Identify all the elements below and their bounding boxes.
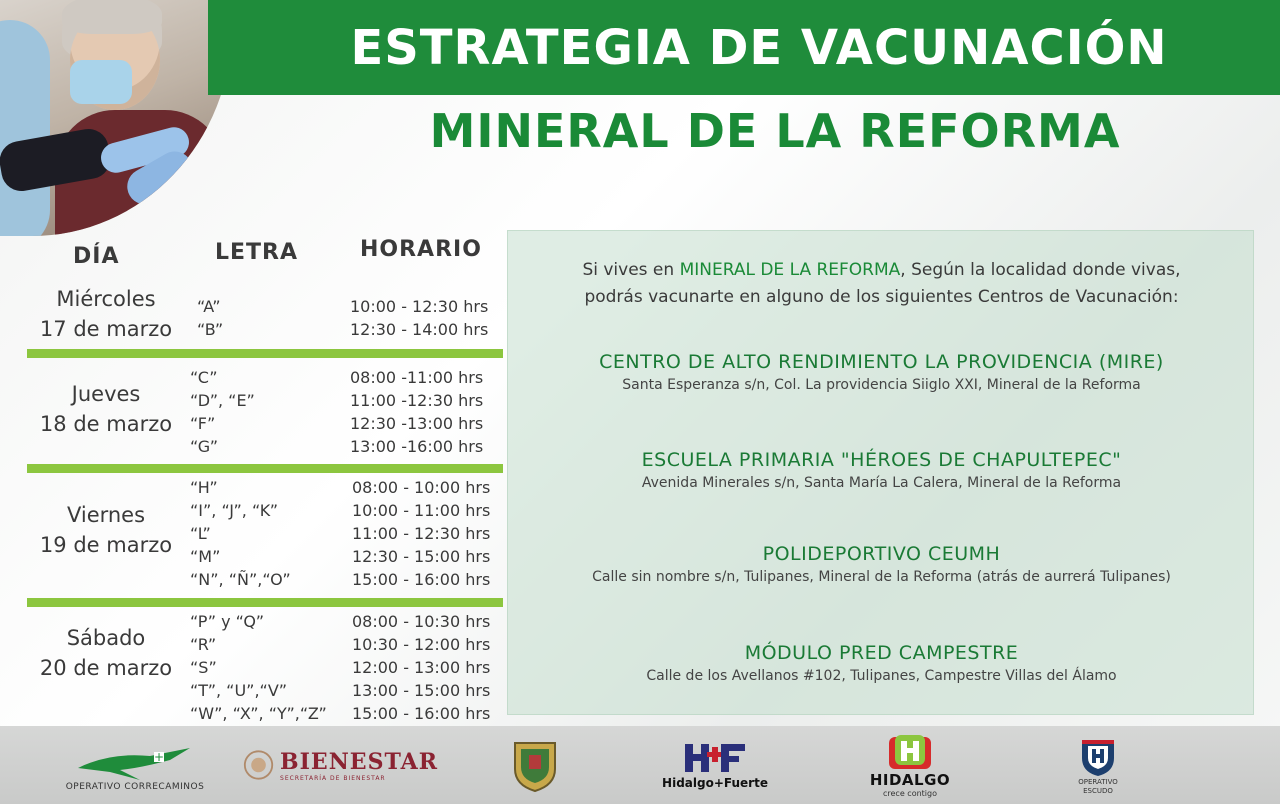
day-date: 18 de marzo — [39, 412, 173, 436]
hours-item: 15:00 - 16:00 hrs — [352, 570, 491, 589]
hidalgo-fuerte-logo — [662, 726, 768, 804]
footer-logos — [0, 726, 1280, 804]
schedule-block-friday — [0, 476, 505, 596]
eagle-seal-icon — [243, 748, 274, 782]
letter-item: “T”, “U”,“V” — [190, 681, 288, 700]
hours-item: 11:00 -12:30 hrs — [350, 391, 484, 410]
letters-list — [190, 610, 340, 725]
letter-item: “H” — [190, 478, 218, 497]
escudo-line1: OPERATIVO — [1078, 778, 1118, 786]
column-header-day: DÍA — [73, 244, 120, 269]
center-name: MÓDULO PRED CAMPESTRE — [744, 642, 1019, 664]
day-label — [16, 284, 196, 344]
bienestar-title: BIENESTAR — [280, 748, 438, 775]
hours-item: 10:00 - 11:00 hrs — [352, 501, 491, 520]
day-label — [16, 623, 196, 683]
hours-item: 08:00 - 10:30 hrs — [352, 612, 491, 631]
shield-icon — [1078, 734, 1118, 778]
schedule-table — [0, 232, 505, 726]
hours-item: 15:00 - 16:00 hrs — [352, 704, 491, 723]
correcaminos-logo — [60, 726, 210, 804]
schedule-block-wednesday — [0, 284, 505, 354]
hours-item: 10:30 - 12:00 hrs — [352, 635, 491, 654]
letters-list — [197, 295, 347, 341]
state-shield-icon — [509, 735, 561, 795]
hidalgo-h-icon — [887, 733, 933, 771]
hidalgo-label: HIDALGO — [869, 770, 951, 789]
hours-item: 13:00 -16:00 hrs — [350, 437, 484, 456]
day-label — [16, 500, 196, 560]
letter-item: “C” — [190, 368, 218, 387]
hours-list — [352, 476, 502, 591]
day-name: Sábado — [66, 626, 146, 650]
letter-item: “W”, “X”, “Y”,“Z” — [190, 704, 327, 723]
bienestar-logo — [243, 726, 438, 804]
escudo-line2: ESCUDO — [1083, 787, 1113, 795]
separator-bar — [27, 464, 503, 473]
intro-text — [508, 257, 1255, 311]
hours-item: 13:00 - 15:00 hrs — [352, 681, 491, 700]
schedule-block-saturday — [0, 610, 505, 726]
hours-list — [350, 366, 500, 458]
intro-line2: podrás vacunarte en alguno de los siguientes Centros de Vacunación: — [584, 287, 1179, 307]
letter-item: “D”, “E” — [190, 391, 255, 410]
center-address: Calle de los Avellanos #102, Tulipanes, Campestre Villas del Álamo — [646, 668, 1117, 684]
hours-item: 10:00 - 12:30 hrs — [350, 297, 489, 316]
hours-item: 08:00 -11:00 hrs — [350, 368, 484, 387]
day-name: Jueves — [71, 382, 141, 406]
hours-item: 12:00 - 13:00 hrs — [352, 658, 491, 677]
hours-item: 08:00 - 10:00 hrs — [352, 478, 491, 497]
escudo-label — [1078, 778, 1118, 796]
intro-pre: Si vives en — [582, 260, 680, 280]
letter-item: “M” — [190, 547, 221, 566]
main-title: ESTRATEGIA DE VACUNACIÓN — [208, 0, 1280, 95]
letters-list — [190, 366, 340, 458]
center-name: ESCUELA PRIMARIA "HÉROES DE CHAPULTEPEC" — [641, 449, 1122, 471]
vaccination-centers-panel — [507, 230, 1254, 715]
state-seal-logo — [500, 726, 570, 804]
hours-item: 12:30 -13:00 hrs — [350, 414, 484, 433]
hidalgo-sublabel: crece contigo — [883, 788, 937, 798]
letter-item: “R” — [190, 635, 217, 654]
letter-item: “I”, “J”, “K” — [190, 501, 279, 520]
hours-list — [352, 610, 502, 725]
day-label — [16, 379, 196, 439]
letter-item: “G” — [190, 437, 219, 456]
hf-label: Hidalgo+Fuerte — [662, 776, 768, 790]
operativo-escudo-logo — [1068, 726, 1128, 804]
letter-item: “A” — [197, 297, 221, 316]
hours-item: 12:30 - 15:00 hrs — [352, 547, 491, 566]
day-name: Viernes — [66, 503, 146, 527]
center-address: Avenida Minerales s/n, Santa María La Calera, Mineral de la Reforma — [641, 475, 1122, 491]
day-date: 19 de marzo — [39, 533, 173, 557]
hidalgo-crece-logo — [860, 726, 960, 804]
day-date: 17 de marzo — [39, 317, 173, 341]
hours-item: 12:30 - 14:00 hrs — [350, 320, 489, 339]
center-address: Calle sin nombre s/n, Tulipanes, Mineral de la Reforma (atrás de aurrerá Tulipanes) — [592, 569, 1171, 585]
svg-text:+: + — [153, 750, 165, 764]
subtitle: MINERAL DE LA REFORMA — [429, 104, 1121, 158]
hours-item: 11:00 - 12:30 hrs — [352, 524, 491, 543]
correcaminos-label: OPERATIVO CORRECAMINOS — [65, 782, 205, 792]
letters-list — [190, 476, 340, 591]
letter-item: “S” — [190, 658, 217, 677]
center-name: POLIDEPORTIVO CEUMH — [762, 543, 1001, 565]
intro-highlight: MINERAL DE LA REFORMA — [679, 260, 901, 280]
bienestar-subtitle: SECRETARÍA DE BIENESTAR — [280, 774, 386, 782]
center-address: Santa Esperanza s/n, Col. La providencia Siiglo XXI, Mineral de la Reforma — [622, 377, 1141, 393]
hours-list — [350, 295, 500, 341]
intro-post: , Según la localidad donde vivas, — [900, 260, 1181, 280]
column-header-hours: HORARIO — [360, 237, 482, 262]
vaccination-photo — [0, 0, 232, 236]
column-header-letter: LETRA — [215, 240, 299, 265]
schedule-block-thursday — [0, 366, 505, 466]
letter-item: “L” — [190, 524, 211, 543]
center-name: CENTRO DE ALTO RENDIMIENTO LA PROVIDENCIA (MIRE) — [599, 351, 1164, 373]
day-date: 20 de marzo — [39, 656, 173, 680]
letter-item: “F” — [190, 414, 216, 433]
separator-bar — [27, 349, 503, 358]
roadrunner-icon — [70, 738, 200, 782]
letter-item: “P” y “Q” — [190, 612, 264, 631]
hf-icon — [681, 740, 749, 776]
day-name: Miércoles — [56, 287, 156, 311]
letter-item: “N”, “Ñ”,“O” — [190, 570, 291, 589]
separator-bar — [27, 598, 503, 607]
letter-item: “B” — [197, 320, 224, 339]
